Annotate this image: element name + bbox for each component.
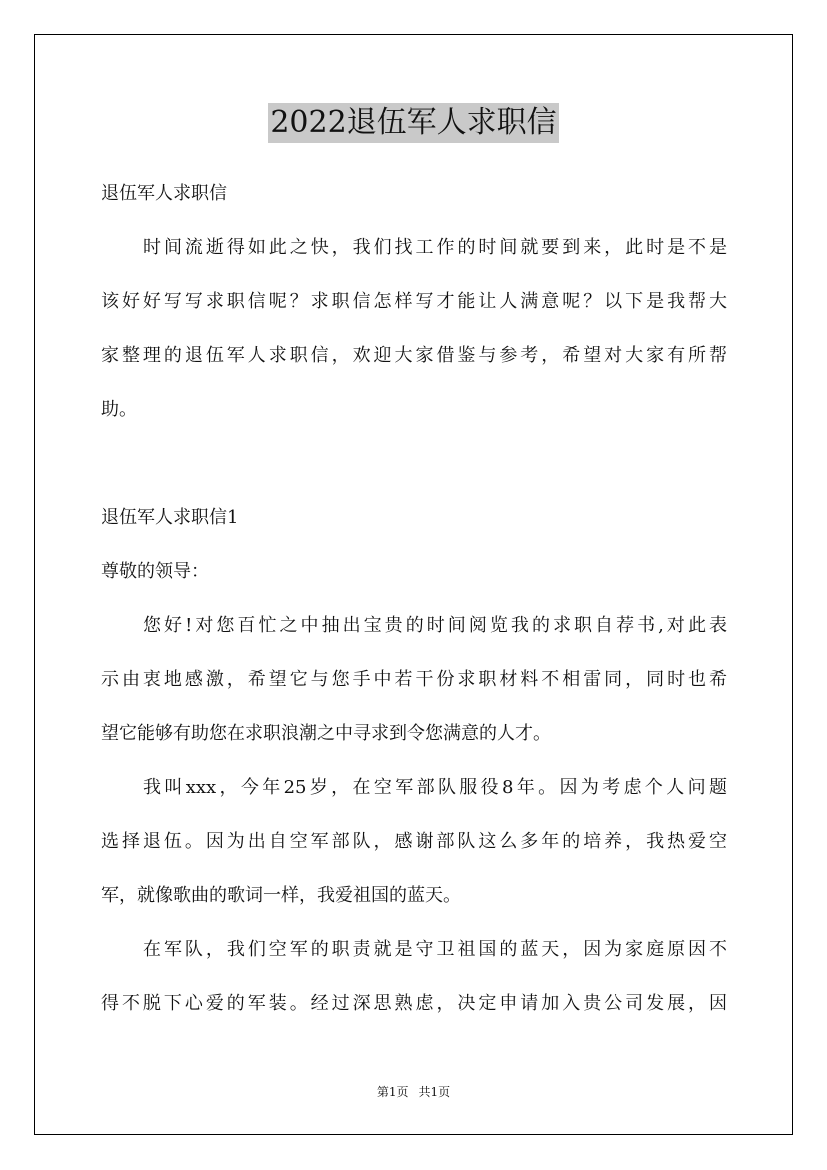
body-line: 我叫xxx，今年25岁，在空军部队服役8年。因为考虑个人问题 <box>143 777 727 798</box>
page-footer <box>0 1084 827 1100</box>
intro-line: 助。 <box>101 399 137 420</box>
page-number: 第1页 <box>376 1085 409 1099</box>
body-line: 得不脱下心爱的军装。经过深思熟虑，决定申请加入贵公司发展，因 <box>101 993 727 1014</box>
document-title: 2022退伍军人求职信 <box>268 103 558 143</box>
title-container <box>0 103 827 143</box>
body-line: 在军队，我们空军的职责就是守卫祖国的蓝天，因为家庭原因不 <box>143 939 727 960</box>
page-total: 共1页 <box>418 1085 451 1099</box>
intro-line: 该好好写写求职信呢？求职信怎样写才能让人满意呢？以下是我帮大 <box>101 291 727 312</box>
intro-line: 家整理的退伍军人求职信，欢迎大家借鉴与参考，希望对大家有所帮 <box>101 345 727 366</box>
intro-line: 时间流逝得如此之快，我们找工作的时间就要到来，此时是不是 <box>143 237 727 258</box>
body-line: 望它能够有助您在求职浪潮之中寻求到令您满意的人才。 <box>101 723 551 744</box>
body-line: 军，就像歌曲的歌词一样，我爱祖国的蓝天。 <box>101 885 461 906</box>
body-line: 选择退伍。因为出自空军部队，感谢部队这么多年的培养，我热爱空 <box>101 831 727 852</box>
salutation: 尊敬的领导： <box>101 561 209 582</box>
section-heading: 退伍军人求职信 <box>101 183 227 204</box>
letter-heading: 退伍军人求职信1 <box>101 507 239 528</box>
body-line: 您好!对您百忙之中抽出宝贵的时间阅览我的求职自荐书,对此表 <box>143 615 727 636</box>
body-line: 示由衷地感激，希望它与您手中若干份求职材料不相雷同，同时也希 <box>101 669 727 690</box>
